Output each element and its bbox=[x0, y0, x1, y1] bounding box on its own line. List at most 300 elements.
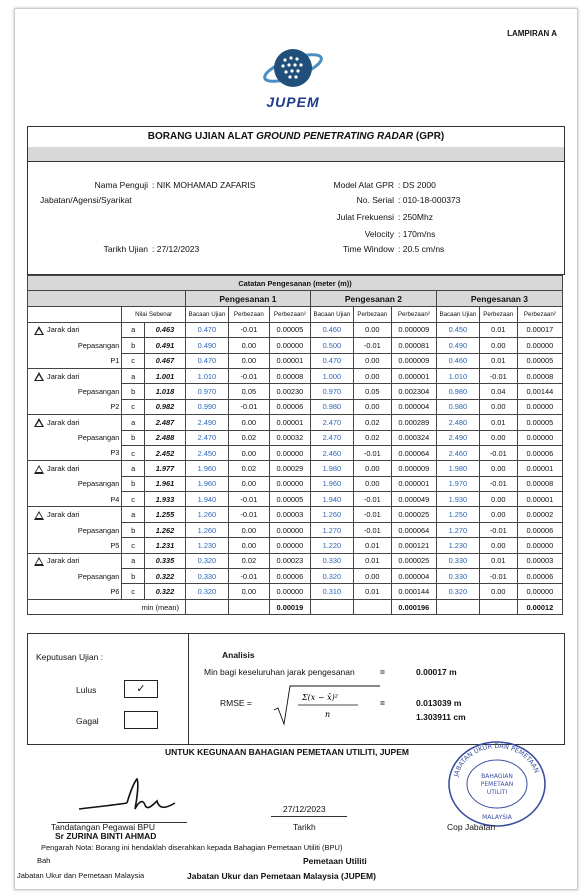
difference-value: 0.00 bbox=[353, 569, 391, 584]
difference-value: 0.00 bbox=[479, 399, 517, 414]
reading-value: 1.960 bbox=[310, 476, 353, 491]
sub-point: b bbox=[122, 338, 145, 353]
table-row bbox=[28, 430, 563, 445]
fail-checkbox[interactable] bbox=[124, 711, 158, 729]
reading-value: 2.480 bbox=[436, 415, 479, 430]
point-label bbox=[28, 569, 122, 584]
sub-point: a bbox=[122, 368, 145, 383]
footer-note-line bbox=[41, 843, 342, 852]
table-caption-row bbox=[28, 276, 563, 291]
officer-name: Sr ZURINA BINTI AHMAD bbox=[55, 831, 157, 841]
serial-label: No. Serial bbox=[356, 195, 394, 205]
blank-cell bbox=[185, 599, 228, 614]
triangle-icon bbox=[34, 465, 44, 474]
difference-value: 0.00 bbox=[353, 353, 391, 368]
use-title: UNTUK KEGUNAAN BAHAGIAN PEMETAAN UTILITI, JUPEM bbox=[165, 747, 409, 757]
sub-point: a bbox=[122, 553, 145, 568]
reading-value: 1.960 bbox=[185, 461, 228, 476]
difference-squared-value: 0.00000 bbox=[269, 445, 310, 460]
true-value: 0.322 bbox=[144, 584, 185, 599]
difference-squared-value: 0.00000 bbox=[517, 538, 562, 553]
difference-squared-value: 0.00008 bbox=[517, 476, 562, 491]
difference-value: 0.00 bbox=[479, 538, 517, 553]
blank-cell bbox=[228, 599, 269, 614]
reading-value: 0.330 bbox=[185, 569, 228, 584]
point-label bbox=[28, 492, 122, 507]
stamp-center-line: PEMETAAN bbox=[480, 781, 514, 788]
point-label bbox=[28, 538, 122, 553]
window-label: Time Window bbox=[342, 244, 394, 254]
reading-value: 1.260 bbox=[185, 507, 228, 522]
difference-squared-value: 0.00005 bbox=[517, 415, 562, 430]
point-label bbox=[28, 368, 122, 383]
reading-value: 0.460 bbox=[436, 353, 479, 368]
point-label bbox=[28, 507, 122, 522]
point-label-text: P4 bbox=[110, 494, 120, 504]
difference-value: 0.02 bbox=[353, 415, 391, 430]
reading-value: 1.980 bbox=[436, 461, 479, 476]
nilai-header: Nilai Sebenar bbox=[122, 306, 186, 322]
analysis-title: Analisis bbox=[222, 650, 255, 660]
equals-sign: = bbox=[380, 667, 385, 677]
reading-value: 2.460 bbox=[436, 445, 479, 460]
difference-value: -0.01 bbox=[228, 399, 269, 414]
point-label-text: P1 bbox=[110, 356, 120, 365]
point-label-text: Jarak dari bbox=[47, 325, 80, 335]
difference-squared-value: 0.000004 bbox=[391, 569, 436, 584]
reading-value: 0.970 bbox=[185, 384, 228, 399]
tester-label: Nama Penguji bbox=[94, 180, 148, 190]
stamp-caption: Cop Jabatan bbox=[447, 822, 496, 832]
table-row bbox=[28, 353, 563, 368]
pass-checkbox[interactable]: ✓ bbox=[124, 680, 158, 698]
velocity-label: Velocity bbox=[364, 229, 394, 239]
point-label-text: Jarak dari bbox=[47, 417, 80, 427]
difference-squared-value: 0.00005 bbox=[517, 353, 562, 368]
sub-point: b bbox=[122, 384, 145, 399]
difference-value: 0.00 bbox=[228, 415, 269, 430]
reading-value: 1.250 bbox=[436, 507, 479, 522]
reading-value: 1.260 bbox=[310, 507, 353, 522]
table-row bbox=[28, 399, 563, 414]
reading-value: 1.010 bbox=[436, 368, 479, 383]
table-row bbox=[28, 322, 563, 337]
difference-value: -0.01 bbox=[479, 569, 517, 584]
sub-point: a bbox=[122, 415, 145, 430]
reading-value: 1.010 bbox=[185, 368, 228, 383]
difference-squared-value: 0.00006 bbox=[517, 522, 562, 537]
difference-value: 0.00 bbox=[353, 476, 391, 491]
point-label-text: Pepasangan bbox=[77, 340, 120, 350]
true-value: 0.463 bbox=[144, 322, 185, 337]
sub-point: c bbox=[122, 399, 145, 414]
difference-value: 0.00 bbox=[353, 399, 391, 414]
pass-label: Lulus bbox=[76, 685, 97, 695]
sub-point: a bbox=[122, 507, 145, 522]
point-label bbox=[28, 445, 122, 460]
point-label-text: P2 bbox=[110, 402, 120, 412]
date-value: : 27/12/2023 bbox=[152, 244, 200, 254]
reading-value: 0.450 bbox=[436, 322, 479, 337]
true-value: 0.467 bbox=[144, 353, 185, 368]
table-row bbox=[28, 492, 563, 507]
rmse-meter: 0.013039 m bbox=[416, 698, 462, 708]
sub-header: Perbezaan² bbox=[517, 306, 562, 322]
reading-value: 2.490 bbox=[185, 415, 228, 430]
difference-value: 0.00 bbox=[479, 430, 517, 445]
table-row bbox=[28, 569, 563, 584]
sub-header: Perbezaan bbox=[353, 306, 391, 322]
difference-squared-value: 0.00017 bbox=[517, 322, 562, 337]
sub-header-row bbox=[28, 306, 563, 322]
table-row bbox=[28, 476, 563, 491]
reading-value: 0.320 bbox=[436, 584, 479, 599]
difference-squared-value: 0.000049 bbox=[391, 492, 436, 507]
triangle-icon bbox=[34, 372, 44, 381]
reading-value: 0.330 bbox=[310, 553, 353, 568]
reading-value: 0.330 bbox=[436, 553, 479, 568]
difference-squared-value: 0.00000 bbox=[517, 338, 562, 353]
triangle-icon bbox=[34, 326, 44, 335]
difference-squared-value: 0.00000 bbox=[517, 584, 562, 599]
group-header: Pengesanan 3 bbox=[436, 291, 562, 306]
dept-label: Jabatan/Agensi/Syarikat bbox=[40, 195, 132, 205]
true-value: 1.255 bbox=[144, 507, 185, 522]
reading-value: 2.460 bbox=[310, 445, 353, 460]
reading-value: 1.270 bbox=[310, 522, 353, 537]
reading-value: 0.330 bbox=[436, 569, 479, 584]
stamp-center-line: UTILITI bbox=[486, 789, 508, 796]
difference-value: 0.02 bbox=[228, 553, 269, 568]
sub-point: a bbox=[122, 322, 145, 337]
model-label: Model Alat GPR bbox=[333, 180, 394, 190]
mean-result: 0.00017 m bbox=[416, 667, 457, 677]
difference-squared-value: 0.00023 bbox=[269, 553, 310, 568]
difference-value: -0.01 bbox=[353, 445, 391, 460]
difference-squared-value: 0.00002 bbox=[517, 507, 562, 522]
difference-value: 0.02 bbox=[228, 461, 269, 476]
difference-squared-value: 0.00230 bbox=[269, 384, 310, 399]
window-value: : 20.5 cm/ns bbox=[398, 244, 445, 254]
blank-cell bbox=[436, 599, 479, 614]
reading-value: 0.990 bbox=[185, 399, 228, 414]
difference-value: 0.01 bbox=[479, 322, 517, 337]
sub-point: b bbox=[122, 569, 145, 584]
true-value: 1.961 bbox=[144, 476, 185, 491]
table-row bbox=[28, 461, 563, 476]
table-caption: Catatan Pengesanan (meter (m)) bbox=[28, 276, 563, 291]
mean-row bbox=[28, 599, 563, 614]
sub-header: Perbezaan² bbox=[391, 306, 436, 322]
reading-value: 1.260 bbox=[185, 522, 228, 537]
difference-value: -0.01 bbox=[479, 522, 517, 537]
difference-value: 0.00 bbox=[479, 338, 517, 353]
reading-value: 2.470 bbox=[185, 430, 228, 445]
blank-cell bbox=[310, 599, 353, 614]
difference-squared-value: 0.00000 bbox=[269, 338, 310, 353]
date-line bbox=[271, 816, 347, 817]
true-value: 0.982 bbox=[144, 399, 185, 414]
difference-squared-value: 0.00029 bbox=[269, 461, 310, 476]
sub-point: c bbox=[122, 445, 145, 460]
decision-left bbox=[28, 634, 189, 744]
group-header: Pengesanan 1 bbox=[185, 291, 310, 306]
difference-value: 0.01 bbox=[479, 353, 517, 368]
reading-value: 2.470 bbox=[310, 430, 353, 445]
difference-value: 0.01 bbox=[479, 553, 517, 568]
stamp-center-line: BAHAGIAN bbox=[481, 773, 513, 780]
true-value: 2.452 bbox=[144, 445, 185, 460]
true-value: 0.335 bbox=[144, 553, 185, 568]
table-row bbox=[28, 584, 563, 599]
point-label-text: Pepasangan bbox=[77, 433, 120, 443]
reading-value: 0.470 bbox=[310, 353, 353, 368]
point-label bbox=[28, 415, 122, 430]
triangle-icon bbox=[34, 511, 44, 520]
stamp-bottom-text: MALAYSIA bbox=[482, 814, 512, 821]
sub-header: Perbezaan bbox=[228, 306, 269, 322]
point-label bbox=[28, 353, 122, 368]
measurement-table bbox=[27, 275, 563, 615]
table-row bbox=[28, 368, 563, 383]
group-header: Pengesanan 2 bbox=[310, 291, 436, 306]
true-value: 1.977 bbox=[144, 461, 185, 476]
table-row bbox=[28, 338, 563, 353]
blank-cell bbox=[479, 599, 517, 614]
blank-cell bbox=[353, 599, 391, 614]
difference-squared-value: 0.00001 bbox=[269, 353, 310, 368]
mean-value: 0.000196 bbox=[391, 599, 436, 614]
sub-point: b bbox=[122, 522, 145, 537]
difference-squared-value: 0.00008 bbox=[517, 368, 562, 383]
difference-squared-value: 0.00032 bbox=[269, 430, 310, 445]
difference-value: 0.01 bbox=[353, 538, 391, 553]
difference-value: -0.01 bbox=[228, 492, 269, 507]
reading-value: 0.490 bbox=[436, 338, 479, 353]
reading-value: 1.230 bbox=[436, 538, 479, 553]
rmse-cm: 1.303911 cm bbox=[416, 712, 466, 722]
difference-value: -0.01 bbox=[228, 322, 269, 337]
difference-value: -0.01 bbox=[353, 338, 391, 353]
difference-value: 0.05 bbox=[228, 384, 269, 399]
difference-value: -0.01 bbox=[479, 368, 517, 383]
difference-value: 0.00 bbox=[479, 492, 517, 507]
true-value: 1.933 bbox=[144, 492, 185, 507]
sub-header: Bacaan Ujian bbox=[310, 306, 353, 322]
difference-value: 0.01 bbox=[353, 553, 391, 568]
difference-squared-value: 0.000009 bbox=[391, 353, 436, 368]
reading-value: 2.470 bbox=[310, 415, 353, 430]
true-value: 1.262 bbox=[144, 522, 185, 537]
difference-squared-value: 0.00005 bbox=[269, 322, 310, 337]
difference-squared-value: 0.000144 bbox=[391, 584, 436, 599]
reading-value: 2.490 bbox=[436, 430, 479, 445]
point-label bbox=[28, 476, 122, 491]
decision-section bbox=[27, 633, 565, 745]
point-label-text: P3 bbox=[110, 448, 120, 458]
difference-value: 0.02 bbox=[353, 430, 391, 445]
difference-value: -0.01 bbox=[479, 445, 517, 460]
difference-squared-value: 0.00000 bbox=[517, 399, 562, 414]
difference-squared-value: 0.000025 bbox=[391, 507, 436, 522]
difference-squared-value: 0.000064 bbox=[391, 522, 436, 537]
velocity-value: : 170m/ns bbox=[398, 229, 436, 239]
point-label bbox=[28, 384, 122, 399]
difference-value: 0.01 bbox=[479, 415, 517, 430]
title-spacer bbox=[27, 147, 565, 162]
signature-label: Tandatangan Pegawai BPU bbox=[51, 822, 155, 832]
difference-value: 0.00 bbox=[353, 461, 391, 476]
difference-value: 0.00 bbox=[479, 584, 517, 599]
sub-header: Perbezaan bbox=[479, 306, 517, 322]
reading-value: 0.470 bbox=[185, 322, 228, 337]
reading-value: 0.980 bbox=[436, 399, 479, 414]
true-value: 0.491 bbox=[144, 338, 185, 353]
footer-line2-left: Bah bbox=[37, 856, 51, 865]
date-caption: Tarikh bbox=[293, 822, 316, 832]
form-title: BORANG UJIAN ALAT GROUND PENETRATING RADAR (GPR) bbox=[27, 126, 565, 148]
reading-value: 0.460 bbox=[310, 322, 353, 337]
reading-value: 0.310 bbox=[310, 584, 353, 599]
appendix-label: LAMPIRAN A bbox=[507, 29, 557, 38]
group-header-row bbox=[28, 291, 563, 306]
difference-value: 0.04 bbox=[479, 384, 517, 399]
point-label bbox=[28, 522, 122, 537]
difference-squared-value: 0.002304 bbox=[391, 384, 436, 399]
reading-value: 0.500 bbox=[310, 338, 353, 353]
reading-value: 1.000 bbox=[310, 368, 353, 383]
point-label bbox=[28, 553, 122, 568]
point-label-text: P5 bbox=[110, 540, 120, 550]
info-section bbox=[27, 162, 565, 275]
reading-value: 0.980 bbox=[310, 399, 353, 414]
reading-value: 0.970 bbox=[310, 384, 353, 399]
difference-value: 0.00 bbox=[479, 461, 517, 476]
reading-value: 1.940 bbox=[310, 492, 353, 507]
blank-header bbox=[28, 291, 186, 306]
difference-value: 0.00 bbox=[353, 322, 391, 337]
difference-squared-value: 0.000025 bbox=[391, 553, 436, 568]
reading-value: 0.980 bbox=[436, 384, 479, 399]
table-row bbox=[28, 415, 563, 430]
svg-text:n: n bbox=[325, 710, 331, 719]
difference-squared-value: 0.00000 bbox=[269, 522, 310, 537]
point-label-text: Pepasangan bbox=[77, 479, 120, 489]
true-value: 2.487 bbox=[144, 415, 185, 430]
difference-squared-value: 0.00001 bbox=[269, 415, 310, 430]
serial-value: : 010-18-000373 bbox=[398, 195, 461, 205]
sub-point: c bbox=[122, 492, 145, 507]
difference-squared-value: 0.000121 bbox=[391, 538, 436, 553]
model-value: : DS 2000 bbox=[398, 180, 436, 190]
difference-squared-value: 0.00006 bbox=[269, 399, 310, 414]
triangle-icon bbox=[34, 418, 44, 427]
difference-value: 0.00 bbox=[479, 507, 517, 522]
difference-squared-value: 0.00005 bbox=[269, 492, 310, 507]
reading-value: 1.940 bbox=[185, 492, 228, 507]
true-value: 1.231 bbox=[144, 538, 185, 553]
table-row bbox=[28, 553, 563, 568]
difference-value: 0.00 bbox=[228, 476, 269, 491]
point-label bbox=[28, 399, 122, 414]
tester-value: : NIK MOHAMAD ZAFARIS bbox=[152, 180, 256, 190]
difference-squared-value: 0.00000 bbox=[269, 584, 310, 599]
point-label-text: P6 bbox=[110, 586, 120, 596]
reading-value: 1.930 bbox=[436, 492, 479, 507]
difference-squared-value: 0.00001 bbox=[517, 461, 562, 476]
point-label-text: Pepasangan bbox=[77, 571, 120, 581]
difference-value: 0.00 bbox=[228, 338, 269, 353]
difference-squared-value: 0.00008 bbox=[269, 368, 310, 383]
difference-squared-value: 0.00006 bbox=[517, 569, 562, 584]
point-label-text: Jarak dari bbox=[47, 510, 80, 520]
difference-squared-value: 0.000081 bbox=[391, 338, 436, 353]
point-label-text: Pepasangan bbox=[77, 525, 120, 535]
sub-point: c bbox=[122, 353, 145, 368]
point-label-text: Jarak dari bbox=[47, 463, 80, 473]
point-label bbox=[28, 338, 122, 353]
difference-squared-value: 0.00000 bbox=[517, 430, 562, 445]
difference-value: -0.01 bbox=[479, 476, 517, 491]
rmse-label: RMSE = bbox=[220, 698, 252, 708]
true-value: 1.018 bbox=[144, 384, 185, 399]
freq-label: Julat Frekuensi bbox=[336, 212, 394, 222]
table-row bbox=[28, 522, 563, 537]
difference-squared-value: 0.00003 bbox=[269, 507, 310, 522]
difference-value: 0.00 bbox=[353, 368, 391, 383]
mean-value: 0.00012 bbox=[517, 599, 562, 614]
svg-text:Σ(x − x̄)²: Σ(x − x̄)² bbox=[302, 693, 338, 702]
logo-text: JUPEM bbox=[266, 94, 320, 110]
difference-value: -0.01 bbox=[353, 492, 391, 507]
date-label: Tarikh Ujian bbox=[103, 244, 148, 254]
point-label bbox=[28, 322, 122, 337]
footer-date: 27/12/2023 bbox=[283, 804, 326, 814]
reading-value: 1.270 bbox=[436, 522, 479, 537]
difference-squared-value: 0.000009 bbox=[391, 461, 436, 476]
signature-icon bbox=[75, 769, 185, 823]
freq-value: : 250Mhz bbox=[398, 212, 433, 222]
reading-value: 0.320 bbox=[310, 569, 353, 584]
sub-header: Bacaan Ujian bbox=[436, 306, 479, 322]
difference-squared-value: 0.000324 bbox=[391, 430, 436, 445]
difference-squared-value: 0.00003 bbox=[517, 553, 562, 568]
triangle-icon bbox=[34, 557, 44, 566]
difference-squared-value: 0.000064 bbox=[391, 445, 436, 460]
rmse-formula-icon bbox=[272, 684, 382, 726]
difference-value: -0.01 bbox=[228, 368, 269, 383]
reading-value: 1.970 bbox=[436, 476, 479, 491]
difference-squared-value: 0.00006 bbox=[269, 569, 310, 584]
blank-sub bbox=[28, 306, 122, 322]
sub-header: Bacaan Ujian bbox=[185, 306, 228, 322]
difference-value: 0.00 bbox=[228, 522, 269, 537]
department-stamp-icon bbox=[445, 739, 549, 829]
difference-squared-value: 0.00000 bbox=[269, 476, 310, 491]
true-value: 1.001 bbox=[144, 368, 185, 383]
decision-label: Keputusan Ujian : bbox=[36, 652, 104, 662]
difference-value: -0.01 bbox=[353, 522, 391, 537]
equals-sign: = bbox=[380, 698, 385, 708]
fail-label: Gagal bbox=[76, 716, 99, 726]
table-row bbox=[28, 445, 563, 460]
difference-value: 0.01 bbox=[353, 584, 391, 599]
difference-value: 0.05 bbox=[353, 384, 391, 399]
reading-value: 0.320 bbox=[185, 584, 228, 599]
sub-header: Perbezaan² bbox=[269, 306, 310, 322]
difference-value: 0.00 bbox=[228, 584, 269, 599]
difference-value: -0.01 bbox=[228, 507, 269, 522]
